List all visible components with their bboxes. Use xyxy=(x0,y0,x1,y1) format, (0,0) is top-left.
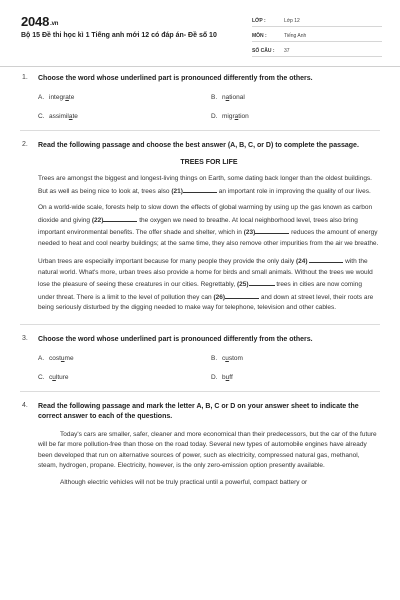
meta-value: 37 xyxy=(284,48,290,54)
passage-text: On a world-wide scale, forests help to slow down the effects of global warming by using up the gas known as carbon dioxide and giving xyxy=(38,204,373,224)
answer-blank xyxy=(255,226,289,234)
option-letter: D. xyxy=(211,113,218,120)
question-1 xyxy=(0,74,400,120)
option-b[interactable] xyxy=(211,94,371,101)
document-title: Bộ 15 Đề thi học kì 1 Tiếng anh mới 12 có đáp án- Đề số 10 xyxy=(21,32,217,39)
meta-key: SỐ CÂU : xyxy=(252,48,275,54)
question-prompt: Choose the word whose underlined part is pronounced differently from the others. xyxy=(38,75,313,82)
underlined-part: u xyxy=(225,354,229,362)
meta-row-count xyxy=(252,44,382,57)
option-text: cost xyxy=(49,354,61,362)
option-letter: A. xyxy=(38,94,45,101)
option-text: te xyxy=(72,113,78,120)
option-text: lture xyxy=(55,373,69,381)
meta-row-subject xyxy=(252,29,382,42)
underlined-part: a xyxy=(234,113,239,120)
answer-options xyxy=(38,355,380,381)
option-text: assimil xyxy=(49,113,69,120)
question-3 xyxy=(0,335,400,381)
blank-number: (22) xyxy=(91,216,104,224)
option-d[interactable] xyxy=(211,374,371,381)
option-text: c xyxy=(49,373,53,381)
underlined-part: a xyxy=(225,94,230,101)
questions-list xyxy=(0,74,400,496)
passage-text: trees in cities are now coming under threat. There is a limit to the level of pollution they can xyxy=(38,281,362,301)
option-d[interactable] xyxy=(211,113,371,120)
blank-number: (21) xyxy=(171,187,183,195)
passage-text: Urban trees are especially important because for many people they provide the only daily xyxy=(38,258,295,265)
option-letter: C. xyxy=(38,373,45,381)
meta-value: Lớp 12 xyxy=(284,18,300,24)
question-4 xyxy=(0,402,400,489)
option-letter: B. xyxy=(211,94,218,101)
passage-text: with the natural world. What's more, urban trees also provide a home for birds and small animals. Without the trees we would lose the pleasure of seeing these creatures in our cities. Regrettably, xyxy=(38,258,373,288)
passage-paragraph xyxy=(38,255,380,314)
site-logo[interactable] xyxy=(21,14,58,29)
meta-key: MÔN : xyxy=(252,33,267,39)
passage-text: reduces the amount of energy needed to heat and cool nearby buildings; at the same time, they also remove other impurities from the air we breathe. xyxy=(38,229,379,247)
passage-paragraph: Today's cars are smaller, safer, cleaner and more economical than their predecessors, but the car of the future will be far more pollution-free than those on the road today. Several new types of automobile engines have already been developed that run on alternative sources of power, such as electricity, compressed natural gas, methanol, steam, hydrogen, propane. Electricity, however, is the only zero-emission option presently available. xyxy=(38,430,377,469)
document-meta xyxy=(252,14,382,59)
option-text: me xyxy=(64,354,74,362)
passage-text: and down at street level, their roots are being seriously disturbed by the digging needed to make way for telephone, television and other cables. xyxy=(38,293,374,311)
option-b[interactable] xyxy=(211,355,371,362)
question-number: 4. xyxy=(22,401,28,409)
meta-row-class xyxy=(252,14,382,27)
answer-blank xyxy=(309,255,343,263)
question-prompt: Read the following passage and choose the best answer (A, B, C, or D) to complete the passage. xyxy=(38,142,359,149)
option-a[interactable] xyxy=(38,94,211,101)
blank-number: (24) xyxy=(295,258,308,265)
question-number: 2. xyxy=(22,141,28,148)
option-letter: C. xyxy=(38,113,45,120)
underlined-part: u xyxy=(225,373,230,381)
question-divider xyxy=(20,324,380,325)
option-a[interactable] xyxy=(38,355,211,362)
question-number: 3. xyxy=(22,334,28,342)
option-text: migr xyxy=(222,113,235,120)
passage-paragraph: Although electric vehicles will not be truly practical until a powerful, compact battery or xyxy=(60,478,308,486)
answer-options xyxy=(38,94,380,120)
question-prompt: Read the following passage and mark the letter A, B, C or D on your answer sheet to indicate the correct answer to each of the questions. xyxy=(38,402,359,420)
option-text: stom xyxy=(228,354,243,362)
passage-paragraph xyxy=(38,174,380,197)
question-prompt: Choose the word whose underlined part is pronounced differently from the others. xyxy=(38,335,313,343)
page-header xyxy=(0,0,400,66)
option-text: tion xyxy=(238,113,249,120)
question-divider xyxy=(20,130,380,131)
underlined-part: a xyxy=(68,113,73,120)
passage-paragraph xyxy=(38,203,380,249)
option-text: te xyxy=(68,94,75,101)
blank-number: (26) xyxy=(213,293,226,301)
question-2 xyxy=(0,141,400,314)
option-c[interactable] xyxy=(38,113,211,120)
answer-blank xyxy=(249,278,275,286)
passage-title: TREES FOR LIFE xyxy=(180,159,238,166)
option-text: tional xyxy=(229,94,245,101)
blank-number: (23) xyxy=(243,229,256,236)
passage-text: Trees are amongst the biggest and longest-living things on Earth, some dating back longer than the oldest buildings. But as well as being nice to look at, trees also xyxy=(38,175,372,195)
passage-text: the oxygen we need to breathe. At local neighborhood level, trees also bring important environmental benefits. The offer shade and shelter, which in xyxy=(38,216,358,236)
question-divider xyxy=(20,391,380,392)
underlined-part: a xyxy=(65,94,69,101)
option-letter: B. xyxy=(211,354,218,362)
header-divider xyxy=(0,66,400,67)
logo-text: 2048 xyxy=(21,14,50,29)
passage-text: an important role in improving the quality of our lives. xyxy=(218,187,371,195)
option-letter: D. xyxy=(211,373,218,381)
option-text: ff xyxy=(229,373,233,381)
meta-key: LỚP : xyxy=(252,18,266,24)
logo-suffix: .vn xyxy=(50,21,59,27)
option-text: n xyxy=(222,94,226,101)
option-text: b xyxy=(222,373,226,381)
option-c[interactable] xyxy=(38,374,211,381)
underlined-part: u xyxy=(60,354,65,362)
option-text: integr xyxy=(49,94,66,101)
answer-blank xyxy=(103,214,137,222)
underlined-part: u xyxy=(52,373,56,381)
option-letter: A. xyxy=(38,354,45,362)
answer-blank xyxy=(225,291,259,299)
question-number: 1. xyxy=(22,74,28,81)
answer-blank xyxy=(183,185,217,193)
option-text: c xyxy=(222,354,226,362)
meta-value: Tiếng Anh xyxy=(284,33,307,39)
blank-number: (25) xyxy=(236,281,249,288)
